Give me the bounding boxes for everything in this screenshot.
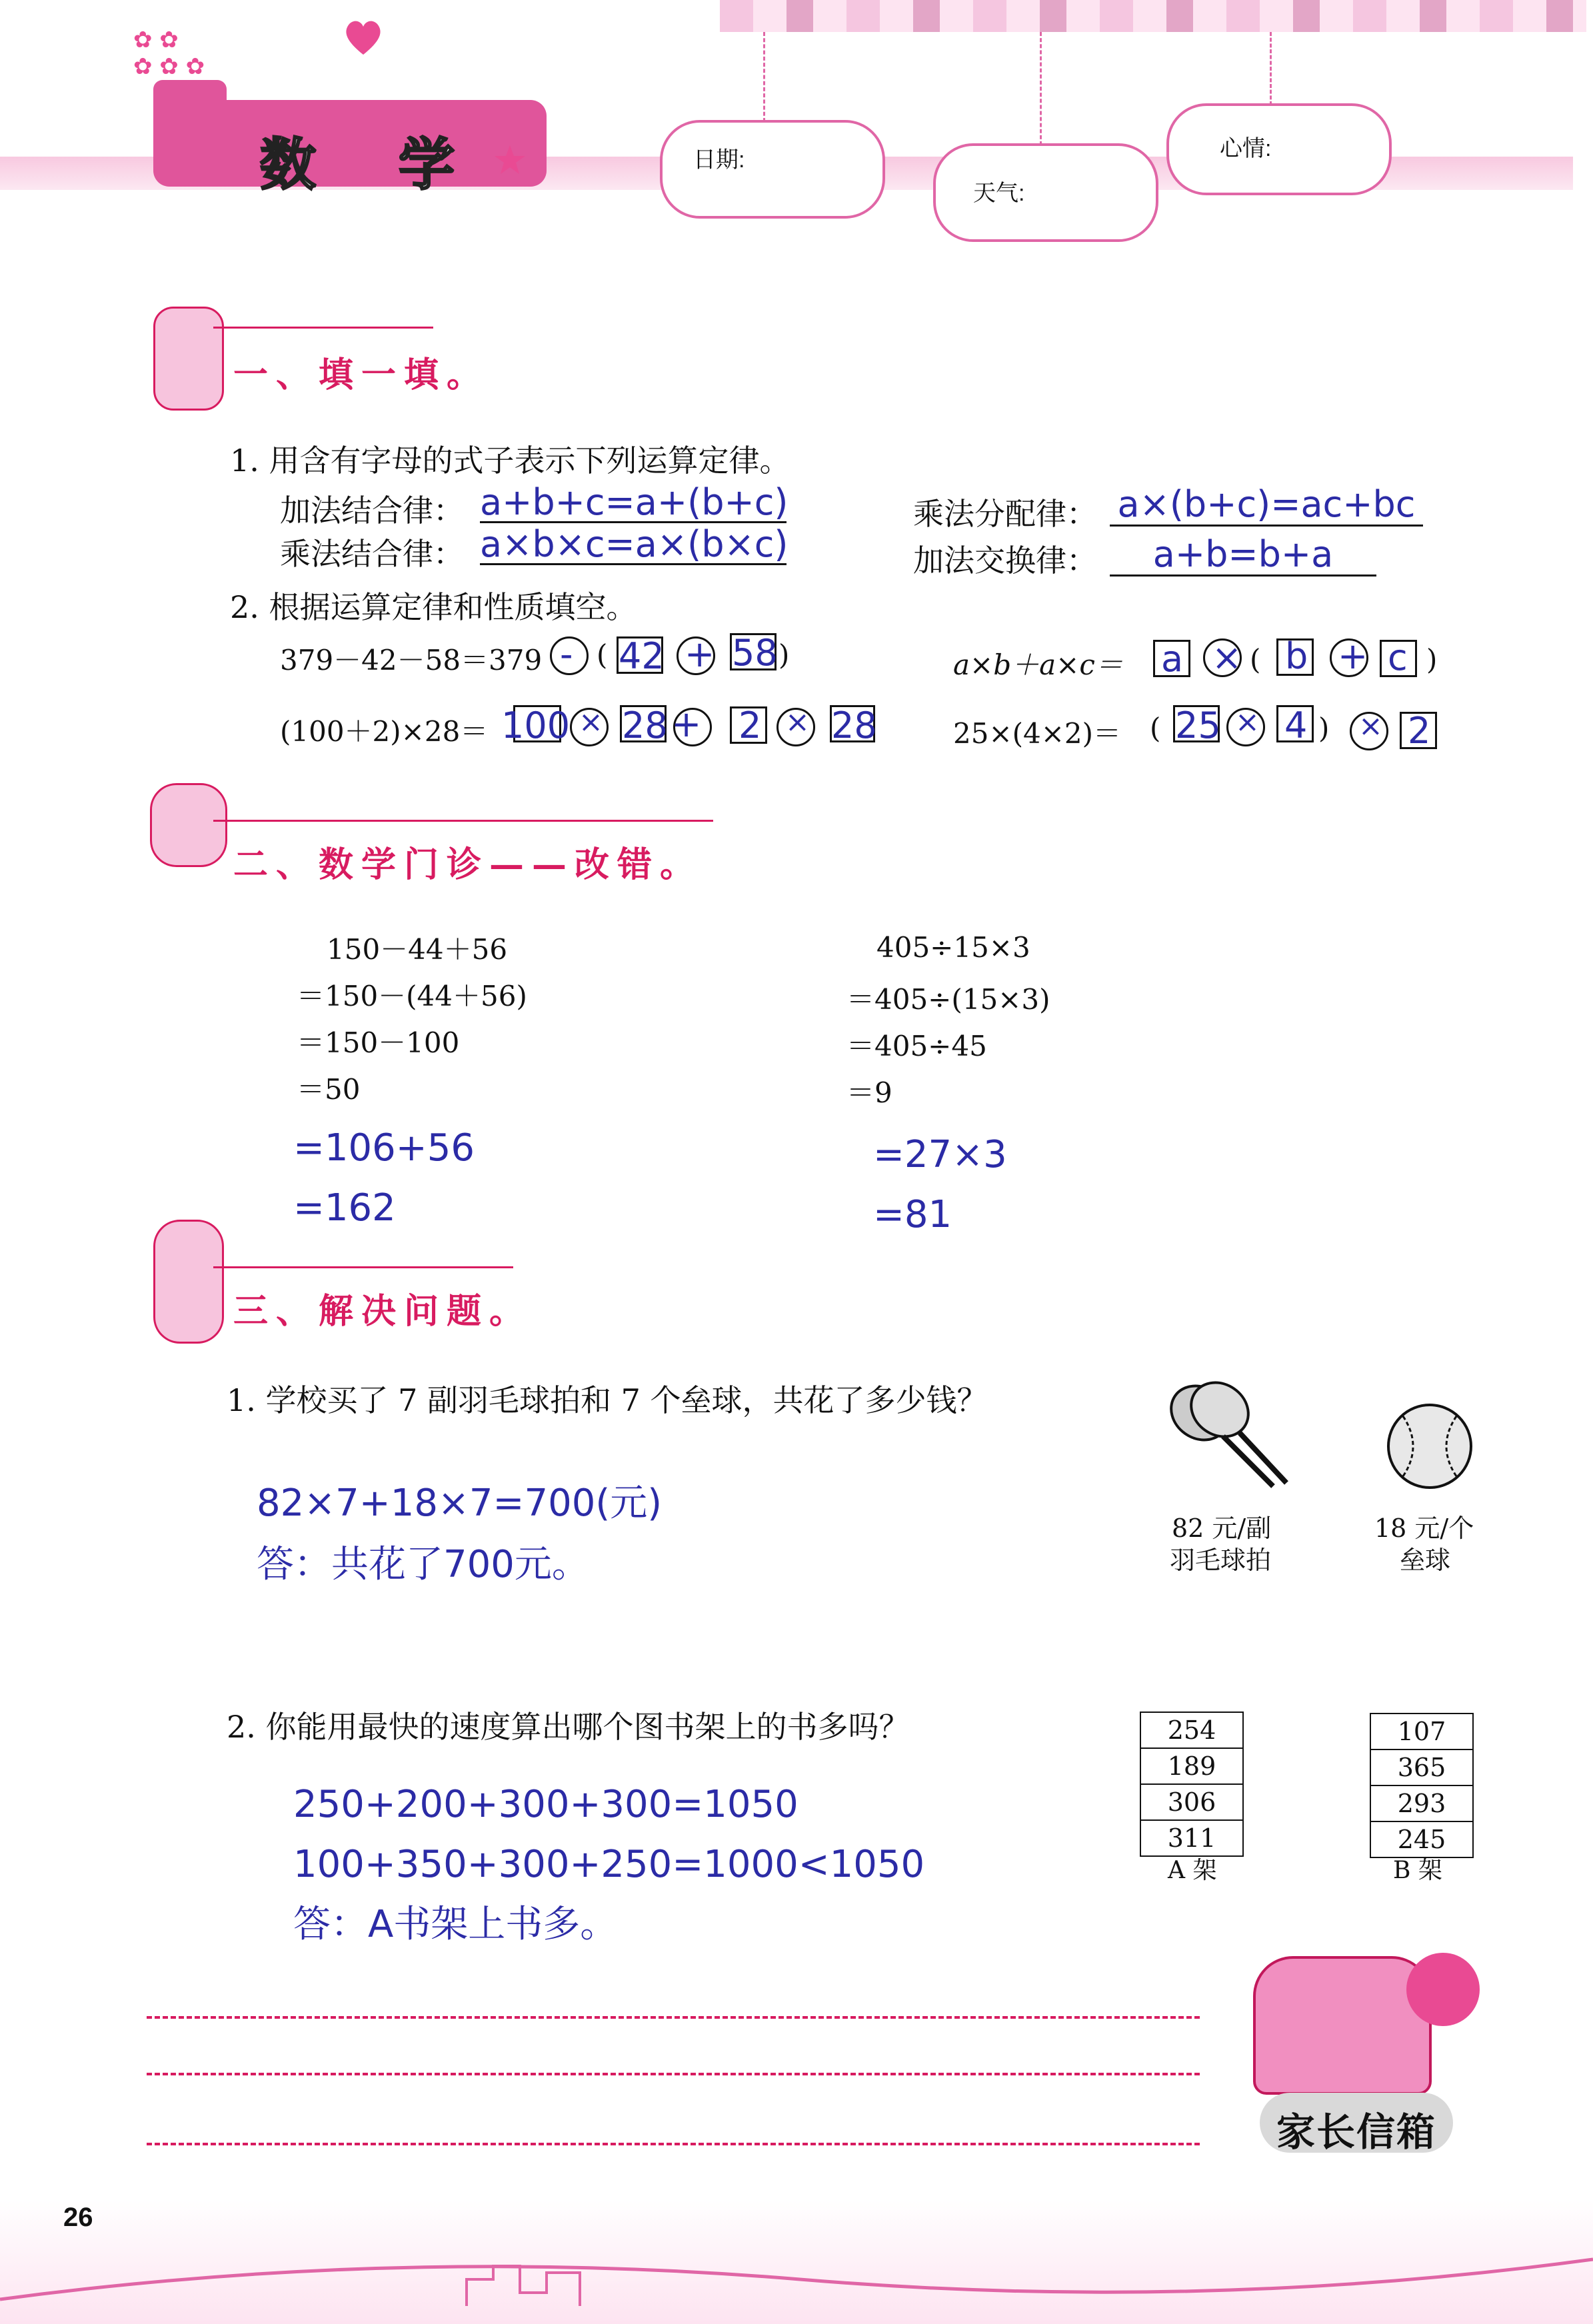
answer-op: ×: [1358, 709, 1383, 743]
error-left-line: ＝150－100: [297, 1026, 460, 1059]
paren-close: ): [779, 638, 790, 671]
q1-prompt: 1. 用含有字母的式子表示下列运算定律。: [230, 443, 791, 479]
answer-op: +: [671, 703, 702, 745]
p2-answer: 答：A书架上书多。: [293, 1903, 618, 1946]
correction-left: =162: [293, 1186, 396, 1230]
answer-op: ×: [1212, 636, 1242, 678]
section3-title-line: [213, 1266, 513, 1268]
paren-open: (: [597, 638, 608, 671]
q2-line1-left: 379－42－58＝379: [280, 644, 543, 676]
rule-label-add-comm: 加法交换律：: [913, 543, 1097, 579]
section2-icon: [150, 783, 227, 867]
paren-open: (: [1250, 643, 1261, 676]
rule-answer-add-comm: a+b=b+a: [1110, 533, 1376, 577]
date-label: 日期:: [693, 147, 745, 173]
section1-title: 一、填一填。: [233, 355, 490, 395]
p1-answer: 答：共花了700元。: [257, 1543, 589, 1586]
q2-prompt: 2. 根据运算定律和性质填空。: [230, 589, 637, 625]
answer-number: 58: [732, 632, 778, 674]
cloud-string: [1040, 32, 1042, 145]
answer-number: 42: [619, 635, 665, 677]
rule-label-mul-dist: 乘法分配律：: [913, 496, 1097, 532]
answer-number: 2: [1408, 710, 1431, 752]
correction-left: =106+56: [293, 1126, 475, 1170]
girl-illustration: [1406, 1953, 1480, 2026]
p2-answer: 250+200+300+300=1050: [293, 1783, 798, 1826]
writing-line: [147, 2016, 1200, 2019]
answer-op: -: [560, 633, 573, 675]
answer-number: 4: [1284, 704, 1308, 746]
answer-number: 28: [622, 704, 668, 746]
parent-box-label: 家长信箱: [1276, 2111, 1437, 2154]
page-number: 26: [63, 2203, 93, 2232]
answer-number: 28: [831, 704, 877, 746]
answer-op: +: [685, 633, 715, 675]
writing-line: [147, 2143, 1200, 2145]
footer-hill-decoration: [0, 2219, 1593, 2324]
paren-close: ): [1426, 643, 1438, 676]
shelf-b-value: 365: [1370, 1749, 1473, 1785]
rule-answer-mul-assoc: a×b×c=a×(b×c): [480, 523, 789, 565]
section2-title-line: [213, 820, 713, 822]
softball-icon: [1383, 1400, 1476, 1493]
weather-label: 天气:: [973, 181, 1025, 206]
paren-close: ): [1318, 712, 1330, 744]
error-right-line: ＝9: [846, 1076, 892, 1109]
shelf-b-value: 293: [1370, 1785, 1473, 1821]
answer-letter: a: [1161, 638, 1184, 680]
answer-number: 2: [739, 704, 762, 746]
section3-title: 三、解决问题。: [233, 1291, 533, 1332]
badminton-racket-icon: [1160, 1380, 1293, 1493]
rule-answer-mul-dist: a×(b+c)=ac+bc: [1110, 483, 1423, 527]
p2-prompt: 2. 你能用最快的速度算出哪个图书架上的书多吗？: [227, 1709, 910, 1745]
section3-icon: [153, 1220, 224, 1344]
answer-letter: c: [1388, 636, 1408, 678]
shelf-b-label: B 架: [1393, 1857, 1442, 1884]
flower-decoration: ✿ ✿ ✿ ✿ ✿: [133, 27, 205, 80]
shelf-a-label: A 架: [1168, 1857, 1217, 1884]
q2-line1-right: a×b＋a×c＝: [953, 648, 1123, 681]
mood-cloud: [1166, 103, 1392, 195]
mailbox-illustration: [1253, 1956, 1432, 2095]
shelf-b-value: 245: [1370, 1821, 1473, 1857]
correction-right: =81: [873, 1193, 952, 1236]
error-left-line: ＝50: [297, 1073, 361, 1106]
mood-label: 心情:: [1220, 136, 1272, 161]
shelf-a-value: 254: [1140, 1712, 1243, 1748]
header-banner: [0, 0, 1593, 206]
item2-price: 18 元/个: [1374, 1514, 1474, 1543]
section1-title-line: [213, 327, 433, 329]
p2-answer: 100+350+300+250=1000<1050: [293, 1843, 925, 1886]
correction-right: =27×3: [873, 1133, 1007, 1176]
q2-line2-left: (100＋2)×28＝: [280, 715, 489, 748]
train-cabin: [153, 80, 227, 120]
decorative-strip: [720, 0, 1586, 32]
answer-op: ×: [1235, 705, 1260, 739]
section2-title: 二、数学门诊——改错。: [233, 844, 703, 885]
shelf-b-value: 107: [1370, 1714, 1473, 1749]
shelf-b-table: [1370, 1713, 1474, 1858]
shelf-a-table: [1140, 1712, 1244, 1857]
answer-number: 100: [501, 704, 571, 746]
star-icon: [493, 143, 527, 177]
shelf-a-value: 306: [1140, 1784, 1243, 1820]
cloud-string: [763, 32, 765, 122]
error-right-line: ＝405÷(15×3): [846, 983, 1050, 1016]
answer-op: +: [1338, 635, 1368, 677]
item1-name: 羽毛球拍: [1170, 1546, 1272, 1575]
p1-answer: 82×7+18×7=700(元): [257, 1482, 663, 1525]
cloud-string: [1270, 32, 1272, 105]
writing-line: [147, 2073, 1200, 2075]
subject-title: 数 学: [260, 132, 469, 197]
weather-cloud: [933, 143, 1158, 242]
rule-label-mul-assoc: 乘法结合律：: [280, 536, 464, 572]
answer-letter: b: [1285, 635, 1308, 677]
error-left-line: ＝150－(44＋56): [297, 980, 527, 1012]
paren-open: (: [1150, 712, 1161, 744]
p1-prompt: 1. 学校买了 7 副羽毛球拍和 7 个垒球，共花了多少钱？: [227, 1382, 988, 1418]
rule-answer-add-assoc: a+b+c=a+(b+c): [480, 481, 789, 523]
item1-price: 82 元/副: [1172, 1514, 1272, 1543]
error-right-line: ＝405÷45: [846, 1030, 987, 1062]
shelf-a-value: 311: [1140, 1820, 1243, 1856]
q2-line2-right: 25×(4×2)＝: [953, 717, 1122, 750]
heart-icon: [340, 13, 387, 60]
error-right-line: 405÷15×3: [876, 931, 1030, 964]
error-left-line: 150－44＋56: [327, 933, 508, 966]
answer-number: 25: [1175, 704, 1221, 746]
shelf-a-value: 189: [1140, 1748, 1243, 1784]
answer-op: ×: [579, 705, 603, 739]
item2-name: 垒球: [1400, 1546, 1451, 1575]
rule-label-add-assoc: 加法结合律：: [280, 493, 464, 529]
section1-icon: [153, 307, 224, 411]
answer-op: ×: [785, 705, 810, 739]
